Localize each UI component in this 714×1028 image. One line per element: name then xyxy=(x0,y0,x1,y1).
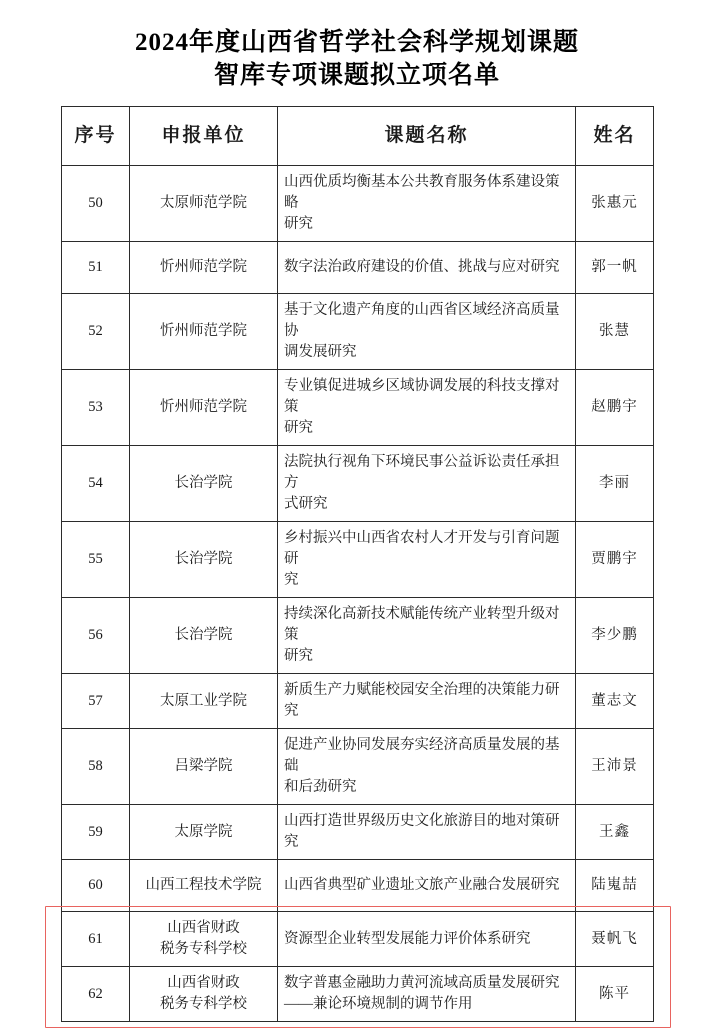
cell-topic-line: ——兼论环境规制的调节作用 xyxy=(284,996,473,1013)
cell-seq: 59 xyxy=(62,805,130,860)
cell-topic-line: 式研究 xyxy=(284,496,328,513)
cell-unit xyxy=(130,522,278,598)
table-row xyxy=(62,242,654,294)
title-line-2: 智库专项课题拟立项名单 xyxy=(213,62,500,89)
cell-topic xyxy=(278,522,576,598)
cell-name: 陆嵬喆 xyxy=(576,860,654,912)
cell-unit xyxy=(130,370,278,446)
table-body xyxy=(62,166,654,1022)
table-row xyxy=(62,967,654,1022)
cell-name: 李丽 xyxy=(576,446,654,522)
cell-name: 贾鹏宇 xyxy=(576,522,654,598)
cell-topic xyxy=(278,598,576,674)
cell-topic-line: 山西优质均衡基本公共教育服务体系建设策略 xyxy=(284,174,560,212)
cell-unit-line: 长治学院 xyxy=(174,627,233,644)
cell-topic-line: 研究 xyxy=(284,648,313,665)
cell-unit-line: 吕梁学院 xyxy=(174,758,233,775)
cell-unit xyxy=(130,166,278,242)
cell-unit-line: 忻州师范学院 xyxy=(160,399,247,416)
cell-topic xyxy=(278,805,576,860)
cell-seq: 62 xyxy=(62,967,130,1022)
cell-seq: 51 xyxy=(62,242,130,294)
cell-unit xyxy=(130,598,278,674)
cell-name: 王鑫 xyxy=(576,805,654,860)
cell-name: 张惠元 xyxy=(576,166,654,242)
cell-seq: 58 xyxy=(62,729,130,805)
cell-unit-line: 长治学院 xyxy=(174,475,233,492)
cell-unit-line: 长治学院 xyxy=(174,551,233,568)
cell-unit-line: 忻州师范学院 xyxy=(160,259,247,276)
cell-topic xyxy=(278,674,576,729)
cell-topic xyxy=(278,370,576,446)
cell-seq: 53 xyxy=(62,370,130,446)
cell-name: 董志文 xyxy=(576,674,654,729)
cell-topic xyxy=(278,967,576,1022)
cell-topic-line: 基于文化遗产角度的山西省区域经济高质量协 xyxy=(284,302,560,340)
document-title xyxy=(0,0,714,102)
cell-unit-line: 太原学院 xyxy=(174,823,233,840)
cell-unit-line: 太原师范学院 xyxy=(160,195,247,212)
cell-unit-line: 山西省财政 xyxy=(167,920,240,937)
cell-name: 张慧 xyxy=(576,294,654,370)
cell-seq: 60 xyxy=(62,860,130,912)
cell-unit xyxy=(130,967,278,1022)
header-name: 姓名 xyxy=(576,107,654,166)
cell-unit xyxy=(130,860,278,912)
cell-seq: 56 xyxy=(62,598,130,674)
cell-topic-line: 究 xyxy=(284,572,299,589)
table-container xyxy=(61,106,653,1022)
cell-topic-line: 乡村振兴中山西省农村人才开发与引育问题研 xyxy=(284,530,560,568)
header-topic: 课题名称 xyxy=(278,107,576,166)
cell-unit-line: 太原工业学院 xyxy=(160,692,247,709)
table-row xyxy=(62,522,654,598)
cell-topic-line: 山西省典型矿业遗址文旅产业融合发展研究 xyxy=(284,877,560,894)
cell-topic-line: 资源型企业转型发展能力评价体系研究 xyxy=(284,930,531,947)
cell-name: 陈平 xyxy=(576,967,654,1022)
cell-seq: 54 xyxy=(62,446,130,522)
cell-topic-line: 研究 xyxy=(284,420,313,437)
table-row xyxy=(62,166,654,242)
table-row xyxy=(62,805,654,860)
cell-topic xyxy=(278,294,576,370)
table-row xyxy=(62,598,654,674)
header-unit: 申报单位 xyxy=(130,107,278,166)
cell-unit xyxy=(130,242,278,294)
cell-unit xyxy=(130,805,278,860)
cell-topic xyxy=(278,446,576,522)
cell-topic-line: 新质生产力赋能校园安全治理的决策能力研究 xyxy=(284,682,560,720)
cell-unit-line: 山西工程技术学院 xyxy=(145,877,262,894)
cell-topic-line: 法院执行视角下环境民事公益诉讼责任承担方 xyxy=(284,454,560,492)
cell-topic-line: 专业镇促进城乡区域协调发展的科技支撑对策 xyxy=(284,378,560,416)
header-seq: 序号 xyxy=(62,107,130,166)
cell-unit xyxy=(130,446,278,522)
table-row xyxy=(62,446,654,522)
cell-unit xyxy=(130,294,278,370)
cell-seq: 55 xyxy=(62,522,130,598)
cell-topic-line: 和后劲研究 xyxy=(284,779,357,796)
cell-topic-line: 数字法治政府建设的价值、挑战与应对研究 xyxy=(284,259,560,276)
cell-seq: 50 xyxy=(62,166,130,242)
table-row xyxy=(62,912,654,967)
cell-unit xyxy=(130,912,278,967)
cell-topic-line: 持续深化高新技术赋能传统产业转型升级对策 xyxy=(284,606,560,644)
cell-unit xyxy=(130,674,278,729)
cell-topic-line: 山西打造世界级历史文化旅游目的地对策研究 xyxy=(284,813,560,851)
cell-unit-line: 忻州师范学院 xyxy=(160,323,247,340)
cell-unit-line: 山西省财政 xyxy=(167,975,240,992)
cell-topic-line: 调发展研究 xyxy=(284,344,357,361)
cell-topic-line: 研究 xyxy=(284,216,313,233)
cell-name: 赵鹏宇 xyxy=(576,370,654,446)
table-row xyxy=(62,674,654,729)
cell-topic xyxy=(278,729,576,805)
table-row xyxy=(62,370,654,446)
cell-seq: 57 xyxy=(62,674,130,729)
table-header-row xyxy=(62,107,654,166)
cell-unit xyxy=(130,729,278,805)
cell-seq: 61 xyxy=(62,912,130,967)
cell-topic xyxy=(278,242,576,294)
cell-topic-line: 促进产业协同发展夯实经济高质量发展的基础 xyxy=(284,737,560,775)
cell-topic xyxy=(278,912,576,967)
cell-unit-line: 税务专科学校 xyxy=(160,996,247,1013)
title-line-1: 2024年度山西省哲学社会科学规划课题 xyxy=(134,29,579,56)
cell-name: 王沛景 xyxy=(576,729,654,805)
cell-topic-line: 数字普惠金融助力黄河流域高质量发展研究 xyxy=(284,975,560,992)
cell-topic xyxy=(278,166,576,242)
table-row xyxy=(62,294,654,370)
cell-unit-line: 税务专科学校 xyxy=(160,941,247,958)
table-row xyxy=(62,729,654,805)
cell-seq: 52 xyxy=(62,294,130,370)
table-header xyxy=(62,107,654,166)
cell-name: 郭一帆 xyxy=(576,242,654,294)
cell-name: 聂帆飞 xyxy=(576,912,654,967)
cell-topic xyxy=(278,860,576,912)
table-row xyxy=(62,860,654,912)
project-list-table xyxy=(61,106,654,1022)
cell-name: 李少鹏 xyxy=(576,598,654,674)
